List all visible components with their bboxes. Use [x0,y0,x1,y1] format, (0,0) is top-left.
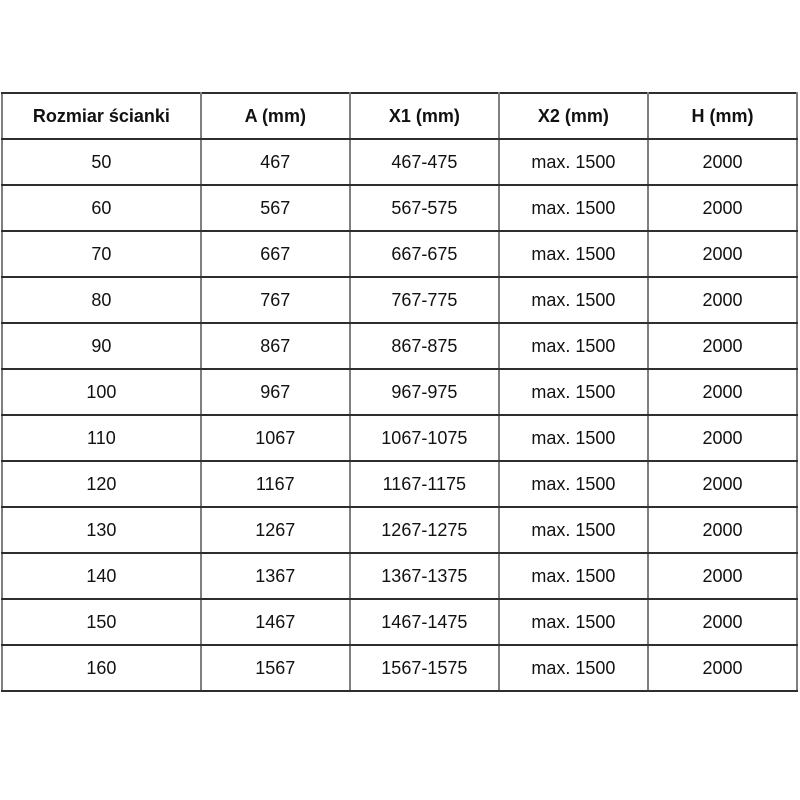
table-cell: max. 1500 [499,369,648,415]
table-cell: 2000 [648,185,797,231]
table-cell: 2000 [648,415,797,461]
table-cell: 1167 [201,461,350,507]
table-cell: 2000 [648,231,797,277]
table-cell: 767 [201,277,350,323]
table-cell: 100 [2,369,201,415]
table-cell: 1567 [201,645,350,691]
table-cell: 150 [2,599,201,645]
table-cell: 1467 [201,599,350,645]
table-cell: 467-475 [350,139,499,185]
table-cell: 60 [2,185,201,231]
table-cell: 2000 [648,553,797,599]
table-cell: 967-975 [350,369,499,415]
column-header: A (mm) [201,93,350,139]
table-cell: 767-775 [350,277,499,323]
table-cell: 967 [201,369,350,415]
table-cell: 120 [2,461,201,507]
table-cell: 867-875 [350,323,499,369]
table-cell: max. 1500 [499,461,648,507]
table-cell: 1367 [201,553,350,599]
table-cell: 1367-1375 [350,553,499,599]
table-row [2,645,797,691]
table-row [2,461,797,507]
table-cell: max. 1500 [499,231,648,277]
table-cell: 2000 [648,139,797,185]
table-cell: max. 1500 [499,507,648,553]
table-body [2,139,797,691]
table-cell: 70 [2,231,201,277]
table-cell: max. 1500 [499,323,648,369]
table-row [2,231,797,277]
table-cell: 1567-1575 [350,645,499,691]
table-cell: max. 1500 [499,599,648,645]
table-cell: 667 [201,231,350,277]
table-cell: 80 [2,277,201,323]
column-header: X1 (mm) [350,93,499,139]
table-cell: 567 [201,185,350,231]
table-cell: 160 [2,645,201,691]
table-cell: 140 [2,553,201,599]
table-cell: 867 [201,323,350,369]
table-cell: 1267-1275 [350,507,499,553]
table-cell: 1167-1175 [350,461,499,507]
table-cell: max. 1500 [499,185,648,231]
table-cell: 130 [2,507,201,553]
table-cell: 110 [2,415,201,461]
table-cell: 2000 [648,507,797,553]
header-row [2,93,797,139]
table-cell: max. 1500 [499,415,648,461]
table-cell: 1067-1075 [350,415,499,461]
table-cell: 2000 [648,323,797,369]
column-header: X2 (mm) [499,93,648,139]
table-cell: 1467-1475 [350,599,499,645]
table-row [2,369,797,415]
table-row [2,185,797,231]
column-header: H (mm) [648,93,797,139]
table-cell: max. 1500 [499,139,648,185]
table-cell: 567-575 [350,185,499,231]
dimensions-table [1,92,798,692]
table-cell: 1267 [201,507,350,553]
table-cell: 2000 [648,599,797,645]
table-row [2,415,797,461]
table-cell: 467 [201,139,350,185]
table-cell: max. 1500 [499,645,648,691]
table-row [2,323,797,369]
table-row [2,553,797,599]
table-row [2,507,797,553]
table-cell: 2000 [648,277,797,323]
table-cell: 2000 [648,369,797,415]
table-cell: 90 [2,323,201,369]
table-row [2,277,797,323]
table-cell: 2000 [648,645,797,691]
table-row [2,139,797,185]
table-row [2,599,797,645]
table-cell: max. 1500 [499,553,648,599]
table-cell: 2000 [648,461,797,507]
table-cell: 667-675 [350,231,499,277]
table-cell: 50 [2,139,201,185]
table-cell: 1067 [201,415,350,461]
table-cell: max. 1500 [499,277,648,323]
column-header: Rozmiar ścianki [2,93,201,139]
